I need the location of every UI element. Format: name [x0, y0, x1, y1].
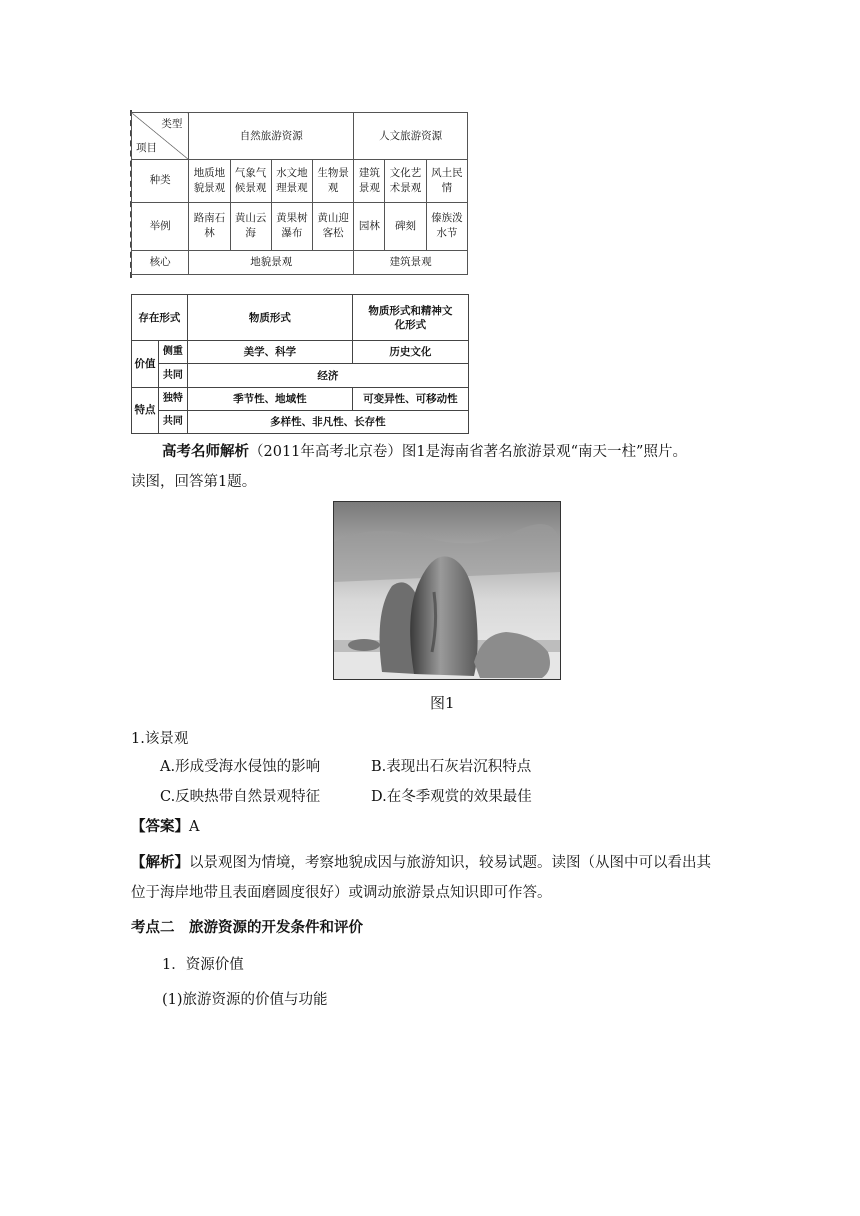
human-resource-header: 人文旅游资源 [354, 113, 468, 160]
answer-line [131, 817, 199, 837]
kind-cell: 建筑景观 [354, 160, 385, 202]
answer-label: 【答案】 [131, 818, 189, 835]
option-a: A.形成受海水侵蚀的影响 [160, 759, 321, 775]
common-feature-cell: 多样性、非凡性、长存性 [187, 410, 468, 433]
option-c: C.反映热带自然景观特征 [160, 789, 321, 805]
exist-form-label: 存在形式 [132, 295, 188, 341]
analysis-text: 以景观图为情境，考察地貌成因与旅游知识，较易试题。读图（从图中可以看出其 [189, 855, 711, 871]
question-intro [162, 442, 687, 462]
diagonal-header-cell [132, 113, 189, 160]
row-kind-label: 种类 [132, 160, 189, 202]
intro-bold: 高考名师解析 [162, 443, 249, 460]
answer-value: A [189, 819, 200, 835]
question-intro-line2: 读图，回答第1题。 [131, 474, 257, 490]
kind-cell: 风土民情 [426, 160, 467, 202]
example-cell: 路南石林 [189, 202, 230, 250]
form-human-cell: 物质形式和精神文化形式 [352, 295, 468, 341]
analysis-line2: 位于海岸地带且表面磨圆度很好）或调动旅游景点知识即可作答。 [131, 885, 552, 901]
feature-label: 特点 [132, 387, 159, 433]
focus-human-cell: 历史文化 [352, 341, 468, 364]
header-item-label: 项目 [136, 142, 157, 155]
section-heading: 考点二 旅游资源的开发条件和评价 [131, 919, 363, 936]
unique-human-cell: 可变异性、可移动性 [352, 387, 468, 410]
example-cell: 黄山云海 [230, 202, 271, 250]
header-type-label: 类型 [161, 118, 183, 130]
common-label: 共同 [159, 364, 188, 387]
unique-label: 独特 [159, 387, 188, 410]
nantian-yizhu-photo [333, 501, 561, 680]
example-cell: 黄果树瀑布 [271, 202, 312, 250]
kind-cell: 生物景观 [313, 160, 354, 202]
kind-cell: 水文地理景观 [271, 160, 312, 202]
value-label: 价值 [132, 341, 159, 387]
kind-cell: 文化艺术景观 [385, 160, 426, 202]
subsection-title: 1．资源价值 [162, 957, 244, 973]
option-b: B.表现出石灰岩沉积特点 [371, 759, 532, 775]
natural-resource-header: 自然旅游资源 [189, 113, 354, 160]
figure-caption: 图1 [430, 694, 455, 712]
analysis-label: 【解析】 [131, 854, 189, 871]
example-cell: 黄山迎客松 [313, 202, 354, 250]
intro-text: 图1是海南省著名旅游景观“南天一柱”照片。 [401, 444, 687, 460]
resource-value-feature-table [131, 294, 469, 434]
row-example-label: 举例 [132, 202, 189, 250]
form-natural-cell: 物质形式 [187, 295, 352, 341]
kind-cell: 地质地貌景观 [189, 160, 230, 202]
intro-source: （2011年高考北京卷） [249, 444, 402, 460]
example-cell: 傣族泼水节 [426, 202, 467, 250]
kind-cell: 气象气候景观 [230, 160, 271, 202]
analysis-line1 [131, 853, 711, 873]
example-cell: 碑刻 [385, 202, 426, 250]
tourism-resource-type-table [131, 112, 468, 275]
unique-natural-cell: 季节性、地域性 [187, 387, 352, 410]
example-cell: 园林 [354, 202, 385, 250]
subsection-item: (1)旅游资源的价值与功能 [162, 992, 328, 1008]
option-d: D.在冬季观赏的效果最佳 [371, 789, 532, 805]
focus-natural-cell: 美学、科学 [187, 341, 352, 364]
common-value-cell: 经济 [187, 364, 468, 387]
common-feature-label: 共同 [159, 410, 188, 433]
question-stem: 1.该景观 [131, 731, 189, 747]
focus-label: 侧重 [159, 341, 188, 364]
core-natural-cell: 地貌景观 [189, 250, 354, 274]
core-human-cell: 建筑景观 [354, 250, 468, 274]
row-core-label: 核心 [132, 250, 189, 274]
